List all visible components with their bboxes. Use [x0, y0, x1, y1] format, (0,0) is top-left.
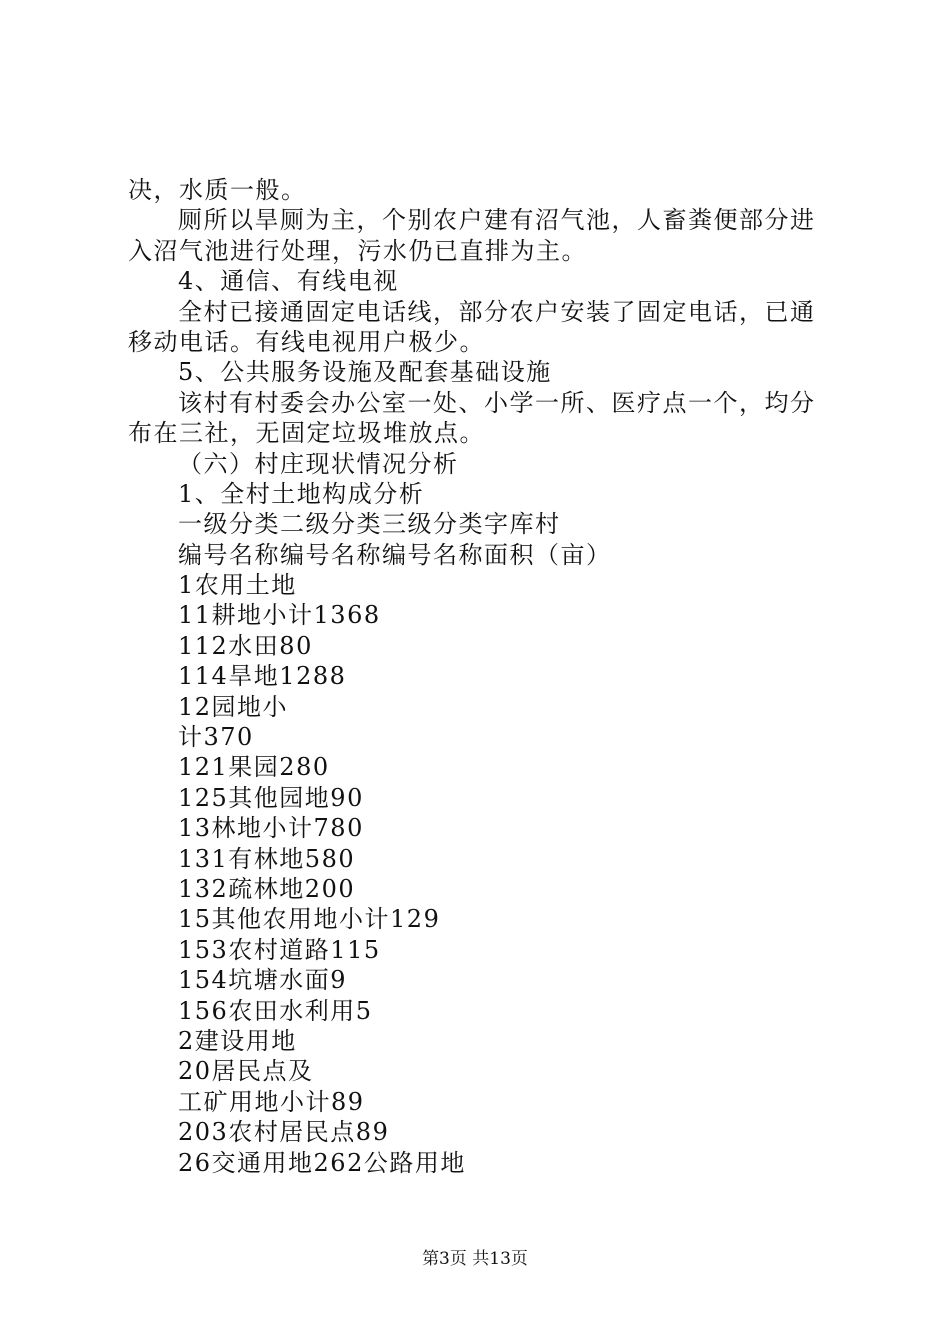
text-line: 15其他农用地小计129 — [178, 905, 441, 934]
text-line: 计370 — [178, 723, 254, 752]
text-line: 厕所以旱厕为主，个别农户建有沼气池，人畜粪便部分进 — [178, 206, 816, 235]
text-line: 154坑塘水面9 — [178, 966, 348, 995]
text-line: 1、全村土地构成分析 — [178, 479, 425, 508]
text-line: 5、公共服务设施及配套基础设施 — [178, 358, 552, 387]
text-line: 131有林地580 — [178, 844, 356, 873]
text-line: （六）村庄现状情况分析 — [178, 449, 459, 478]
text-line: 4、通信、有线电视 — [178, 267, 399, 296]
text-line: 13林地小计780 — [178, 814, 364, 843]
text-line: 12园地小 — [178, 692, 289, 721]
text-line: 132疏林地200 — [178, 874, 356, 903]
text-line: 该村有村委会办公室一处、小学一所、医疗点一个，均分 — [178, 388, 816, 417]
text-line: 121果园280 — [178, 753, 330, 782]
text-line: 入沼气池进行处理，污水仍已直排为主。 — [128, 236, 587, 265]
text-line: 153农村道路115 — [178, 935, 381, 964]
page-footer: 第3页 共13页 — [422, 1249, 528, 1269]
document-body — [128, 175, 838, 1178]
text-line: 布在三社，无固定垃圾堆放点。 — [128, 419, 485, 448]
text-line: 112水田80 — [178, 631, 313, 660]
text-line: 125其他园地90 — [178, 783, 364, 812]
text-line: 编号名称编号名称编号名称面积（亩） — [178, 540, 612, 569]
text-line: 工矿用地小计89 — [178, 1087, 365, 1116]
text-line: 一级分类二级分类三级分类字库村 — [178, 510, 561, 539]
text-line: 203农村居民点89 — [178, 1118, 390, 1147]
text-line: 156农田水利用5 — [178, 996, 373, 1025]
text-line: 决，水质一般。 — [128, 176, 307, 204]
text-line: 移动电话。有线电视用户极少。 — [128, 327, 485, 356]
text-line: 全村已接通固定电话线，部分农户安装了固定电话，已通 — [178, 297, 816, 326]
text-line: 20居民点及 — [178, 1057, 314, 1086]
text-line: 26交通用地262公路用地 — [178, 1148, 466, 1177]
text-line: 114旱地1288 — [178, 662, 347, 691]
text-line: 11耕地小计1368 — [178, 601, 381, 630]
text-line: 1农用土地 — [178, 571, 297, 600]
text-line: 2建设用地 — [178, 1026, 297, 1055]
